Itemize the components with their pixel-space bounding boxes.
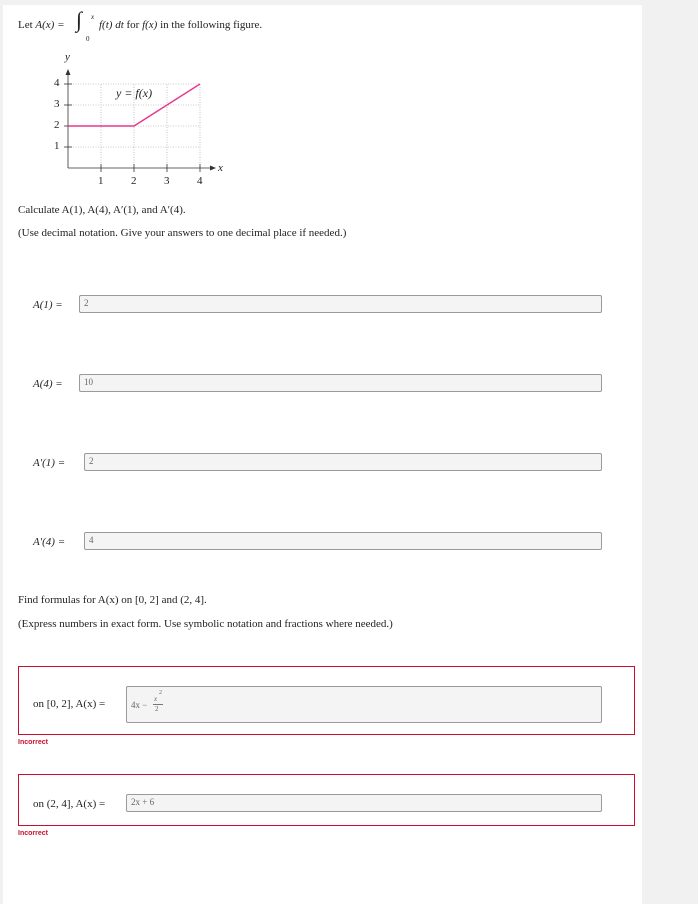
question1-prompt: Calculate A(1), A(4), A′(1), and A′(4).	[18, 204, 186, 216]
intro-prefix: Let	[18, 19, 33, 31]
y-tick-label: 2	[54, 119, 60, 131]
answer-input-A1[interactable]	[79, 295, 602, 313]
answer-input-A4[interactable]	[79, 374, 602, 392]
formula1-frac-numerator: x	[154, 695, 158, 703]
x-tick-label: 3	[164, 175, 170, 187]
x-tick-label: 4	[197, 175, 203, 187]
formula1-status: Incorrect	[18, 739, 48, 746]
y-axis-arrow	[66, 69, 71, 75]
answer-value-A1: 2	[84, 298, 89, 308]
formula1-frac-denominator: 2	[155, 705, 159, 713]
formula1-value: 4x −	[131, 700, 148, 710]
answer-label-A1: A(1) =	[33, 299, 63, 311]
formula1-frac-exponent: 2	[159, 690, 162, 696]
formula2-status: Incorrect	[18, 830, 48, 837]
x-tick-label: 2	[131, 175, 137, 187]
x-axis-arrow	[210, 166, 216, 171]
answer-value-Aprime4: 4	[89, 535, 94, 545]
integral-upper-limit: x	[91, 13, 95, 21]
y-axis-label: y	[65, 51, 70, 63]
question1-instruction: (Use decimal notation. Give your answers to one decimal place if needed.)	[18, 227, 347, 239]
formula2-value: 2x + 6	[131, 797, 155, 807]
answer-value-A4: 10	[84, 377, 93, 387]
y-tick-label: 4	[54, 77, 60, 89]
intro-suffix: in the following figure.	[160, 19, 263, 31]
formula1-input[interactable]	[126, 686, 602, 723]
x-tick-label: 1	[98, 175, 104, 187]
intro-A-of-x: A(x) =	[35, 19, 65, 31]
answer-label-Aprime4: A′(4) =	[33, 536, 66, 548]
answer-input-Aprime1[interactable]	[84, 453, 602, 471]
integral-lower-limit: 0	[86, 35, 90, 43]
y-tick-label: 1	[54, 140, 60, 152]
intro-f-of-x: f(x)	[142, 19, 158, 31]
question2-prompt: Find formulas for A(x) on [0, 2] and (2, 4].	[18, 594, 207, 606]
y-tick-label: 3	[54, 98, 60, 110]
curve-label: y = f(x)	[116, 86, 153, 100]
question2-instruction: (Express numbers in exact form. Use symbolic notation and fractions where needed.)	[18, 618, 393, 630]
plot-area	[64, 69, 216, 172]
formula2-input[interactable]	[126, 794, 602, 812]
integral-sign: ∫ x 0	[76, 7, 95, 43]
answer-label-A4: A(4) =	[33, 378, 63, 390]
formula1-label: on [0, 2], A(x) =	[33, 698, 106, 710]
answer-value-Aprime1: 2	[89, 456, 94, 466]
answer-input-Aprime4[interactable]	[84, 532, 602, 550]
answer-label-Aprime1: A′(1) =	[33, 457, 66, 469]
formula2-label: on (2, 4], A(x) =	[33, 798, 106, 810]
integrand: f(t) dt	[99, 19, 124, 31]
x-axis-label: x	[218, 162, 223, 174]
intro-for: for	[126, 19, 140, 31]
